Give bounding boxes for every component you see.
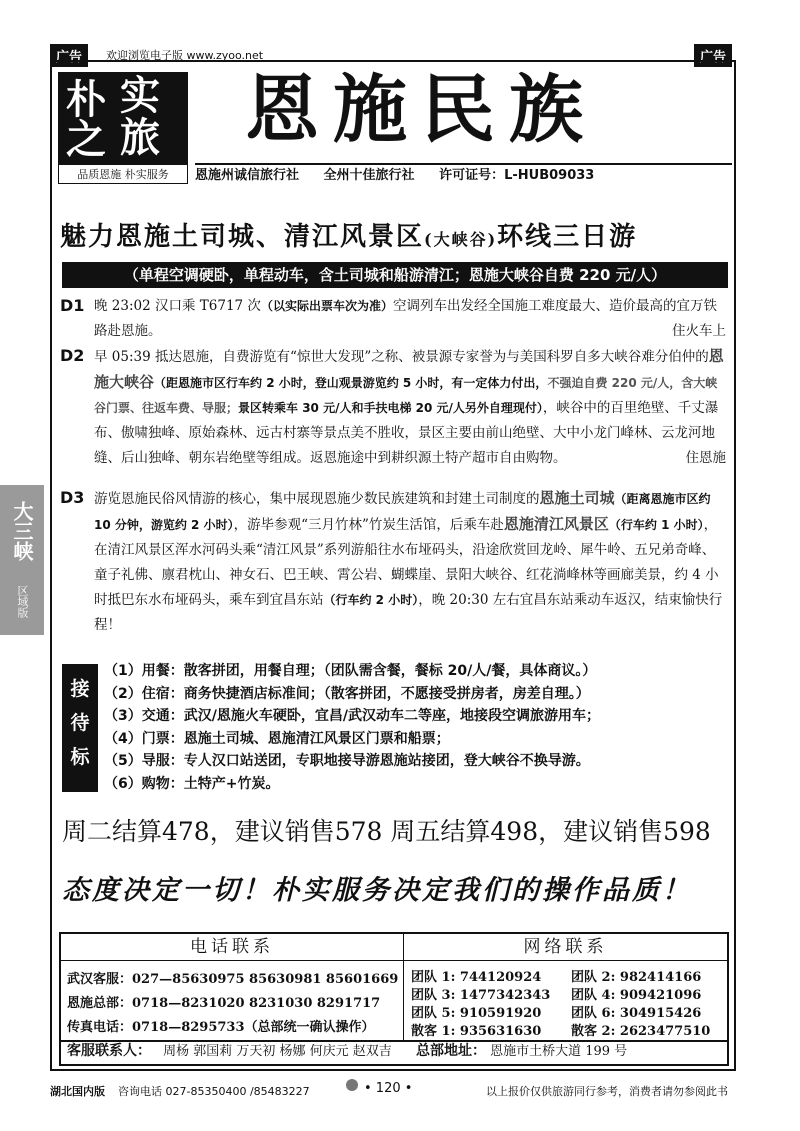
d2-stay: 住恩施 [685,450,726,466]
page-number: • 120 • [364,1081,413,1096]
d3-note-c: （行车约 2 小时） [323,593,419,607]
phone-label: 恩施总部： [67,996,133,1011]
qq-cell: 团队 6: 304915426 [571,1006,702,1021]
day-text-d2 [94,344,726,484]
phone-row-wuhan [67,968,398,987]
qq-cell: 散客 2: 2623477510 [571,1024,711,1039]
logo-char-2: 实 [120,72,160,119]
qq-cell: 团队 2: 982414166 [571,970,702,985]
phone-value: 027—85630975 85630981 85601669 [132,972,399,987]
reception-badge [62,664,98,792]
badge-char-3: 标 [70,746,90,768]
logo-slogan: 品质恩施 朴实服务 [58,164,188,184]
contact-box [59,932,729,1042]
logo-char-1: 朴 [66,76,106,123]
d3-text-b: ，游毕参观“三月竹林”竹炭生活馆，后乘车赴 [233,517,504,533]
pricing-line: 周二结算478，建议销售578 周五结算498，建议销售598 [62,817,711,846]
phone-label: 武汉客服： [67,972,133,987]
ad-label-right: 广告 [694,44,732,67]
phone-row-enshi [67,992,380,1011]
qq-cell: 团队 1: 744120924 [411,970,542,985]
reception-item: （2）住宿：商务快捷酒店标准间；（散客拼团，不愿接受拼房者，房差自理。） [104,685,590,702]
hq-address: 恩施市土桥大道 199 号 [490,1044,628,1059]
phone-label: 传真电话： [67,1020,133,1035]
hotline: 咨询电话 027-85350400 /85483227 [118,1085,310,1098]
logo-char-4: 旅 [120,114,160,161]
tour-subtitle: （单程空调硬卧，单程动车，含土司城和船游清江；恩施大峡谷自费 220 元/人） [62,262,728,288]
d3-highlight-2: 恩施清江风景区 [503,515,609,533]
reception-item: （5）导服：专人汉口站送团，专职地接导游恩施站接团，登大峡谷不换导游。 [104,753,590,769]
tour-title-part2: (大峡谷) [424,230,498,249]
d1-text-b: 空调列车出发经全国施工难度最大、造价最高的宜万铁路赴恩施。 [94,298,717,339]
badge-char-2: 待 [70,712,90,734]
disclaimer: 以上报价仅供旅游同行参考，消费者请勿参阅此书 [486,1085,728,1098]
reception-item: （4）门票：恩施土司城、恩施清江风景区门票和船票； [104,730,450,747]
logo-char-3: 之 [66,116,106,163]
phone-value: 0718—8231020 8231030 8291717 [132,996,381,1011]
side-tab-sub: 区域版 [16,584,29,618]
reception-item: （6）购物：土特产+竹炭。 [104,775,280,792]
d1-note: （以实际出票车次为准） [260,299,393,313]
reception-list [104,660,600,795]
phone-value: 0718—8295733（总部统一确认操作） [132,1020,375,1035]
day-text-d1 [94,294,726,344]
qq-cell: 团队 4: 909421096 [571,988,702,1003]
d3-text-a: 游览恩施民俗风情游的核心，集中展现恩施少数民族建筑和封建土司制度的 [94,491,540,507]
day-label-d1: D1 [60,296,85,315]
reception-item: （3）交通：武汉/恩施火车硬卧，宜昌/武汉动车二等座，地接段空调旅游用车； [104,708,600,724]
d3-text-d: ，晚 20:30 左右宜昌东站乘动车返汉，结束愉快行程！ [94,592,723,633]
brand-title: 恩施民族 [245,67,597,153]
page-emblem-icon [346,1079,358,1091]
tour-title-part3: 环线三日游 [497,222,638,252]
contact-divider [403,934,404,1040]
net-header: 网络联系 [404,934,727,961]
d2-text-a: 早 05:39 抵达恩施，自费游览有“惊世大发现”之称、被景源专家誉为与美国科罗自多大峡谷难分伯仲的 [94,349,709,365]
qq-cell: 散客 1: 935631630 [411,1024,542,1039]
d3-note-a: （距离恩施市区约 10 分钟，游览约 2 小时） [94,492,711,532]
tour-title-part1: 魅力恩施土司城、清江风景区 [60,222,425,252]
ad-label-left: 广告 [50,44,88,67]
d3-highlight-1: 恩施土司城 [539,489,615,507]
side-tab-main: 大三峡 [10,501,34,561]
quality-slogan: 态度决定一切！朴实服务决定我们的操作品质！ [62,875,692,906]
license-number: 许可证号：L-HUB09033 [439,168,595,183]
staff-label: 客服联系人： [67,1043,151,1059]
d3-text-c: ，在清江风景区浑水河码头乘“清江风景”系列游船往水布垭码头，沿途欣赏回龙岭、犀牛岭、五兄弟奇峰、童子礼佛、廪君枕山、神女石、巴王峡、霄公岩、蝴蝶崖、景阳大峡谷、红花淌峰林等画廊美景，约 4 小时抵巴东水布垭码头，乘车到宜昌东站 [94,517,719,608]
d2-note-a: （距恩施市区行车约 2 小时，登山观景游览约 5 小时，有一定体力付出， [154,376,548,390]
region-side-tab [0,485,44,635]
logo [58,72,188,184]
phone-row-fax [67,1016,375,1035]
d2-highlight: 恩施大峡谷 [94,347,724,391]
d2-note-b: 景区转乘车 30 元/人和手扶电梯 20 元/人另外自理现付） [238,401,543,415]
agency-bar [195,163,732,187]
qq-cell: 团队 5: 910591920 [411,1006,542,1021]
phone-header: 电话联系 [61,934,403,961]
hq-label: 总部地址： [415,1043,486,1059]
d3-note-b: （行车约 1 小时） [608,518,704,532]
reception-item: （1）用餐：散客拼团，用餐自理；（团队需含餐，餐标 20/人/餐，具体商议。） [104,663,597,679]
day-text-d3 [94,486,726,651]
day-label-d2: D2 [60,346,85,365]
d2-text-b: ，峡谷中的百里绝壁、千丈瀑布、傲啸独峰、原始森林、远古村寨等景点美不胜收，景区主要由前山绝壁、大中小龙门峰林、云龙河地缝、后山独峰、朝东岩绝壁等组成。返恩施途中到耕织源土特产超市自由购物。 [94,400,719,466]
d2-note-grey: 不强迫自费 220 元/人，含大峡谷门票、往返车费、导服； [94,376,718,415]
tour-title [60,216,730,253]
site-text: 欢迎浏览电子版 www.zyoo.net [106,49,264,62]
day-label-d3: D3 [60,488,85,507]
staff-names: 周杨 郭国莉 万天初 杨娜 何庆元 赵双吉 [163,1044,392,1059]
badge-char-1: 接 [70,678,90,700]
contact-footer [59,1040,729,1066]
qq-cell: 团队 3: 1477342343 [411,988,551,1003]
agency-name-2: 全州十佳旅行社 [323,168,415,183]
edition-label: 湖北国内版 [50,1085,105,1098]
d1-stay: 住火车上 [672,323,726,339]
agency-name-1: 恩施州诚信旅行社 [195,168,300,183]
d1-text-a: 晚 23:02 汉口乘 T6717 次 [94,298,261,314]
